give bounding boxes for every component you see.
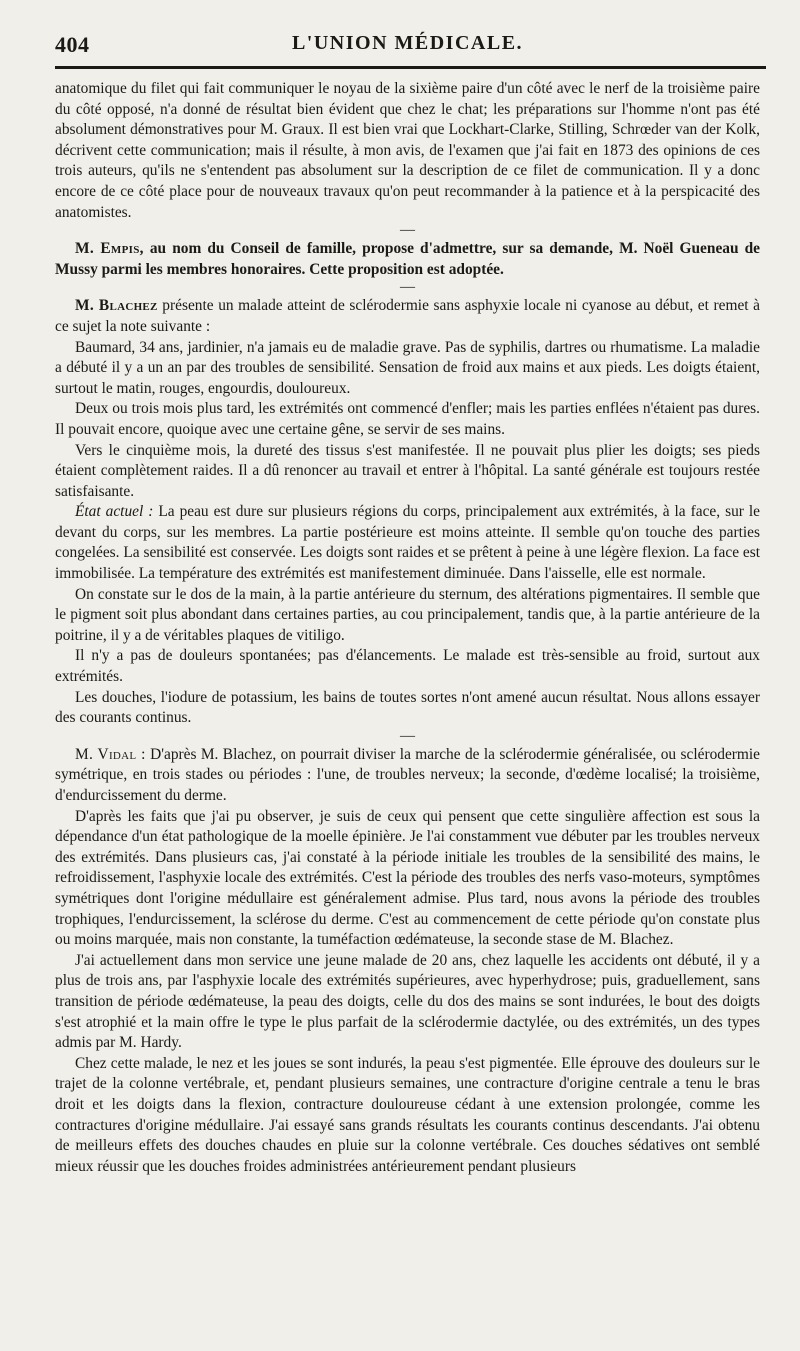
paragraph-current-state (55, 502, 760, 584)
page-header (55, 22, 760, 66)
speaker-blachez: M. Blachez (75, 297, 158, 315)
paragraph-hardening: Vers le cinquième mois, la dureté des tissus s'est manifestée. Il ne pouvait plus plier les doigts; ses pieds étaient complètement raides. Il a dû renoncer au travail et entrer à l'hôpital. La santé générale est toujours restée satisfaisante. (55, 441, 760, 500)
vidal-text: D'après M. Blachez, on pourrait diviser la marche de la sclérodermie généralisée, ou sclérodermie symétrique, en trois stades ou périodes : l'une, de troubles nerveux; la seconde, d'œdème localisé; la troisième, d'endurcissement du derme. (55, 745, 760, 804)
section-separator: — (400, 727, 415, 744)
paragraph-pain: Il n'y a pas de douleurs spontanées; pas d'élancements. Le malade est très-sensible au froid, surtout aux extrémités. (55, 647, 760, 686)
section-separator: — (400, 222, 415, 239)
paragraph-case-history: Baumard, 34 ans, jardinier, n'a jamais eu de maladie grave. Pas de syphilis, dartres ou rhumatisme. La maladie a débuté il y a un an par des troubles de sensibilité. Sensation de froid aux mains et aux pieds. Les doigts étaient, surtout le matin, rouges, engourdis, douloureux. (55, 338, 760, 397)
paragraph-pigmentation: On constate sur le dos de la main, à la partie antérieure du sternum, des altérations pigmentaires. Il semble que le pigment soit plus abondant dans certaines parties, au cou principalement, tandis que, à la partie antérieure de la poitrine, il y a de véritables plaques de vitiligo. (55, 585, 760, 644)
article-body (55, 79, 760, 1177)
page-number: 404 (55, 32, 90, 57)
current-state-text: La peau est dure sur plusieurs régions du corps, principalement aux extrémités, à la face, sur le devant du corps, sur les membres. La partie postérieure est moins atteinte. Il semble qu'on touche des parties congelées. La sensibilité est conservée. Les doigts sont raides et se prêtent à peine à une légère flexion. La face est immobilisée. La température des extrémités est manifestement diminuée. Dans l'aisselle, elle est normale. (55, 503, 760, 583)
current-state-lead: État actuel : (75, 503, 154, 521)
paragraph-vidal-observations: D'après les faits que j'ai pu observer, je suis de ceux qui pensent que cette singulière affection est sous la dépendance d'un état pathologique de la moelle épinière. Je l'ai constamment vue débuter par les troubles nerveux des extrémités. Dans plusieurs cas, j'ai constaté à la période initiale les troubles de la sensibilité des mains, le refroidissement, l'asphyxie locale des extrémités. C'est la période des troubles des nerfs vaso-moteurs, symptômes symétriques dont l'origine médullaire est généralement admise. Plus tard, nous avons la période des troubles trophiques, l'endurcissement, la sclérose du derme. C'est au commencement de cette période qu'on constate plus ou moins marquée, mais non constante, la tuméfaction œdémateuse, la seconde stase de M. Blachez. (55, 807, 760, 949)
paragraph-vidal-case: J'ai actuellement dans mon service une jeune malade de 20 ans, chez laquelle les accidents ont débuté, il y a plus de trois ans, par l'asphyxie locale des extrémités supérieures, avec hyperhydrose; puis, graduellement, sans transition de période œdémateuse, la peau des doigts, celle du dos des mains se sont indurées, le bout des doigts s'est atrophié et la main offre le type le plus parfait de la sclérodermie dactylée, ou des extrémités, un des types admis par M. Hardy. (55, 951, 760, 1052)
section-separator: — (400, 279, 415, 296)
speaker-vidal: M. Vidal : (75, 745, 146, 763)
blachez-text: présente un malade atteint de sclérodermie sans asphyxie locale ni cyanose au début, et remet à ce sujet la note suivante : (55, 297, 760, 335)
running-title: L'UNION MÉDICALE. (291, 32, 524, 54)
paragraph-vidal-case-continued: Chez cette malade, le nez et les joues se sont indurés, la peau s'est pigmentée. Elle éprouve des douleurs sur le trajet de la colonne vertébrale, et, pendant plusieurs semaines, une contracture d'origine centrale a tenu le bras droit et les doigts dans la flexion, contracture douloureuse cédant à une extension prolongée, comme les contractures d'origine médullaire. J'ai essayé sans grands résultats les courants continus descendants. J'ai obtenu de meilleurs effets des douches chaudes en pluie sur la colonne vertébrale. Ces douches sédatives ont semblé mieux réussir que les douches froides administrées antérieurement pendant plusieurs (55, 1054, 760, 1175)
paragraph-blachez (55, 296, 760, 337)
paragraph-treatment: Les douches, l'iodure de potassium, les bains de toutes sortes n'ont amené aucun résultat. Nous allons essayer des courants continus. (55, 688, 760, 727)
paragraph-vidal (55, 745, 760, 807)
speaker-empis: M. Empis, (75, 240, 144, 258)
paragraph-swelling: Deux ou trois mois plus tard, les extrémités ont commencé d'enfler; mais les parties enflées n'étaient pas dures. Il pouvait encore, quoique avec une certaine gêne, se servir de ses mains. (55, 400, 760, 438)
paragraph-anatomy: anatomique du filet qui fait communiquer le noyau de la sixième paire d'un côté avec le nerf de la troisième paire du côté opposé, n'a donné de résultat bien évident que chez le chat; les préparations sur l'homme n'ont pas été absolument démonstratives pour M. Graux. Il est bien vrai que Lockhart-Clarke, Stilling, Schrœder van der Kolk, décrivent cette communication; mais il résulte, à mon avis, de l'examen que j'ai fait en 1873 des opinions de ces trois auteurs, qu'ils ne s'entendent pas absolument sur la description de ce filet de communication. Il y a donc encore de ce côté place pour de nouveaux travaux qu'on peut recommander à la patience et à la perspicacité des anatomistes. (55, 80, 760, 221)
header-rule (55, 66, 766, 69)
empis-text: au nom du Conseil de famille, propose d'admettre, sur sa demande, M. Noël Gueneau de Mussy parmi les membres honoraires. Cette proposition est adoptée. (55, 240, 760, 278)
paragraph-empis (55, 239, 760, 280)
